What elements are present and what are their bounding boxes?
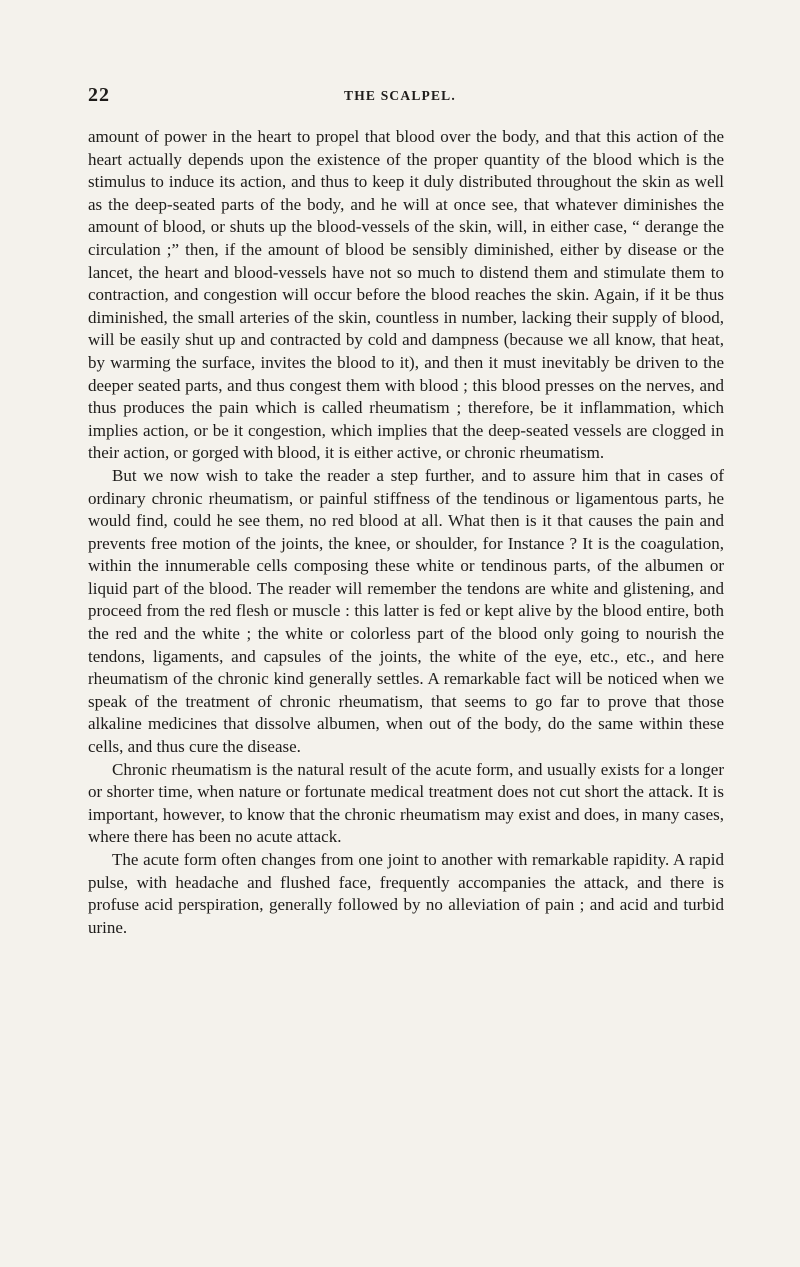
paragraph: Chronic rheumatism is the natural result of the acute form, and usually exists for a longer or shorter time, when nature or fortunate medical treatment does not cut short the attack. It is important, however, to know that the chronic rheumatism may exist and does, in many cases, where there has been no acute attack. [88,759,724,847]
paragraph: The acute form often changes from one joint to another with remarkable rapidity. A rapid pulse, with headache and flushed face, frequently accompanies the attack, and there is profuse acid perspiration, generally followed by no alleviation of pain ; and acid and turbid urine. [88,850,724,937]
running-head [0,84,800,108]
paragraph: But we now wish to take the reader a step further, and to assure him that in cases of ordinary chronic rheumatism, or painful stiffness of the tendinous or ligamentous parts, he would find, could he see them, no red blood at all. What then is it that causes the pain and prevents free motion of the joints, the knee, or shoulder, for Instance ? It is the coagulation, within the innumerable cells composing these white or tendinous parts, of the albumen or liquid part of the blood. The reader will remember the tendons are white and glistening, and proceed from the red flesh or muscle : this latter is fed or kept alive by the blood entire, both the red and the white ; the white or colorless part of the blood only going to nourish the tendons, ligaments, and capsules of the joints, the white of the eye, etc., etc., and here rheumatism of the chronic kind generally settles. A remarkable fact will be noticed when we speak of the treatment of chronic rheumatism, that seems to go far to prove that those alkaline medicines that dissolve albumen, when out of the body, do the same within these cells, and thus cure the disease. [88,465,724,757]
page-number: 22 [88,84,110,106]
running-title: THE SCALPEL. [344,88,456,103]
body-text [88,126,724,939]
paragraph: amount of power in the heart to propel that blood over the body, and that this action of the heart actually depends upon the existence of the proper quantity of the blood which is the stimulus to induce its action, and thus to keep it duly distributed throughout the skin as well as the deep-seated parts of the body, and he will at once see, that whatever diminishes the amount of blood, or shuts up the blood-vessels of the skin, will, in either case, “ derange the circulation ;” then, if the amount of blood be sensibly diminished, either by disease or the lancet, the heart and blood-vessels have not so much to distend them and stimulate them to contraction, and congestion will occur before the blood reaches the skin. Again, if it be thus diminished, the small arteries of the skin, countless in number, lacking their supply of blood, will be easily shut up and contracted by cold and dampness (because we all know, that heat, by warming the surface, invites the blood to it), and then it must inevitably be driven to the deeper seated parts, and thus congest them with blood ; this blood presses on the nerves, and thus produces the pain which is called rheumatism ; therefore, be it inflammation, which implies action, or be it congestion, which implies that the deep-seated vessels are clogged in their action, or gorged with blood, it is either active, or chronic rheumatism. [88,127,724,463]
